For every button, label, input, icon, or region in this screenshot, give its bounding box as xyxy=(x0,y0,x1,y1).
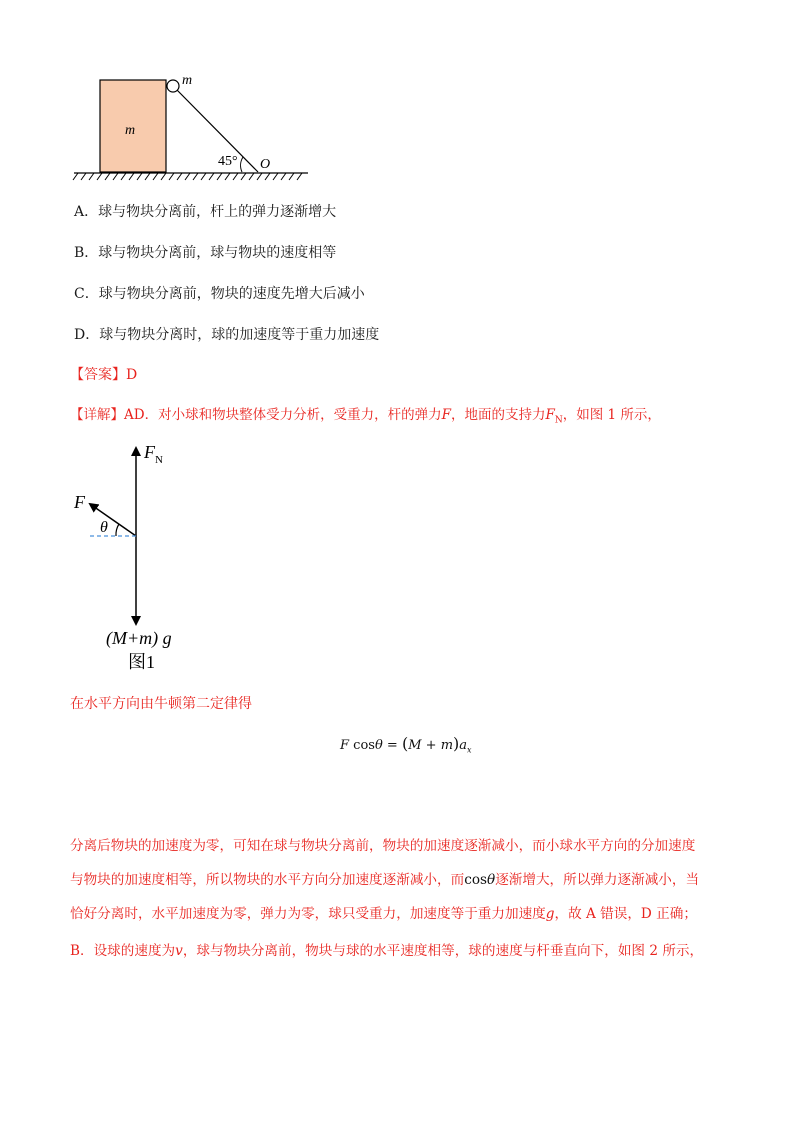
option-d: D．球与物块分离时，球的加速度等于重力加速度 xyxy=(74,327,380,343)
angle-label: 45° xyxy=(218,154,238,169)
rod-force-arrow xyxy=(90,504,136,536)
part-b-paragraph: B．设球的速度为v，球与物块分离前，物块与球的水平速度相等，球的速度与杆垂直向下，如图 2 所示， xyxy=(70,943,704,959)
analysis-paragraph xyxy=(70,829,740,931)
law-text: 在水平方向由牛顿第二定律得 xyxy=(70,696,252,712)
answer-line xyxy=(70,366,137,384)
para1-line3: 恰好分离时，水平加速度为零，弹力为零，球只受重力，加速度等于重力加速度g，故 A 错误，D 正确； xyxy=(70,906,697,922)
var-fn: F xyxy=(545,407,555,423)
block-rod-figure xyxy=(70,70,320,185)
option-c: C．球与物块分离前，物块的速度先增大后减小 xyxy=(74,286,365,302)
figure1-caption: 图1 xyxy=(128,652,155,672)
theta-arc xyxy=(116,524,119,536)
answer-label: 【答案】 xyxy=(70,367,126,383)
f-label: F xyxy=(74,492,85,512)
angle-arc xyxy=(241,157,243,172)
theta-label: θ xyxy=(100,519,108,536)
detail-line: 【详解】AD．对小球和物块整体受力分析，受重力，杆的弹力F，地面的支持力$F_N$，如图 1 所示， xyxy=(70,407,661,426)
newton-equation: F $\cos\theta = (M + m)a_x$ xyxy=(340,734,472,755)
ball-label: m xyxy=(182,73,193,88)
answer-value: D xyxy=(126,367,138,383)
option-a: A．球与物块分离前，杆上的弹力逐渐增大 xyxy=(74,204,337,220)
force-diagram-figure xyxy=(70,436,230,676)
point-o-label: O xyxy=(260,157,271,172)
ground-hatch xyxy=(73,173,302,180)
block-label: m xyxy=(124,123,136,138)
para1-line1: 分离后物块的加速度为零，可知在球与物块分离前，物块的加速度逐渐减小，而小球水平方向的分加速度 xyxy=(70,838,696,854)
gravity-label: (M+m) g xyxy=(106,628,172,648)
var-f: F xyxy=(441,407,451,423)
fn-label: $F_N$ xyxy=(144,442,163,466)
detail-label: 【详解】 xyxy=(70,407,124,423)
option-b: B．球与物块分离前，球与物块的速度相等 xyxy=(74,245,337,261)
para1-line2: 与物块的加速度相等，所以物块的水平方向分加速度逐渐减小，而cosθ逐渐增大，所以弹力逐渐减小，当 xyxy=(70,872,700,888)
